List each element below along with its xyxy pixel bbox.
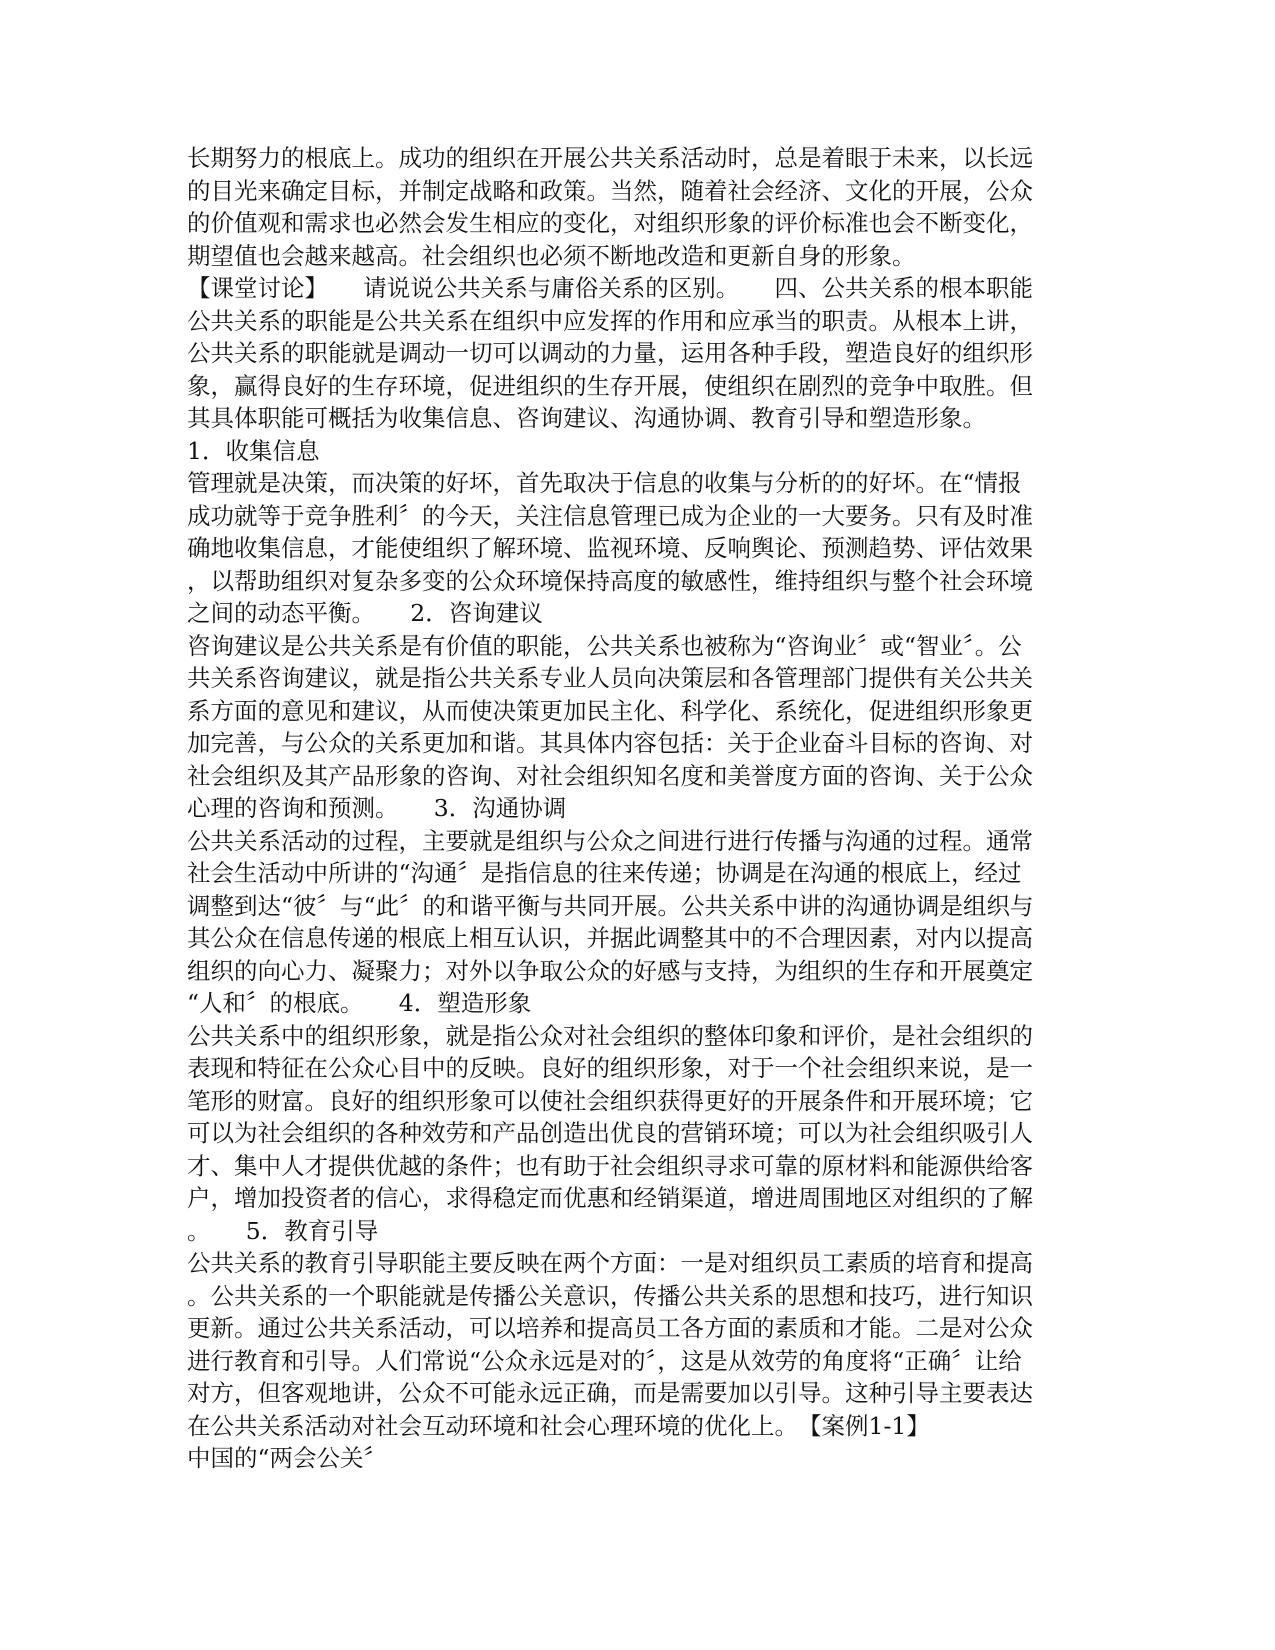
text-line: 社会生活动中所讲的“沟通〞是指信息的往来传递；协调是在沟通的根底上，经过 bbox=[187, 859, 1022, 887]
text-line: 的价值观和需求也必然会发生相应的变化，对组织形象的评价标准也会不断变化， bbox=[187, 209, 1033, 237]
text-line: 加完善，与公众的关系更加和谐。其具体内容包括：关于企业奋斗目标的咨询、对 bbox=[187, 729, 1033, 757]
text-line: 公共关系的职能就是调动一切可以调动的力量，运用各种手段，塑造良好的组织形 bbox=[187, 339, 1033, 367]
text-line: 社会组织及其产品形象的咨询、对社会组织知名度和美誉度方面的咨询、关于公众 bbox=[187, 761, 1033, 790]
text-line: 公共关系的职能是公共关系在组织中应发挥的作用和应承当的职责。从根本上讲， bbox=[187, 306, 1033, 335]
text-line: 。 5．教育引导 bbox=[187, 1216, 379, 1245]
text-line: 中国的“两会公关〞 bbox=[187, 1444, 388, 1472]
text-line: 笔形的财富。良好的组织形象可以使社会组织获得更好的开展条件和开展环境；它 bbox=[187, 1086, 1033, 1115]
text-line: 公共关系活动的过程，主要就是组织与公众之间进行进行传播与沟通的过程。通常 bbox=[187, 826, 1033, 855]
text-line: 长期努力的根底上。成功的组织在开展公共关系活动时，总是着眼于未来，以长远 bbox=[187, 144, 1033, 172]
text-line: 进行教育和引导。人们常说“公众永远是对的〞，这是从效劳的角度将“正确〞让给 bbox=[187, 1346, 1022, 1375]
text-line: 心理的咨询和预测。 3．沟通协调 bbox=[187, 794, 567, 822]
text-line: 期望值也会越来越高。社会组织也必须不断地改造和更新自身的形象。 bbox=[187, 241, 916, 270]
text-line: 更新。通过公共关系活动，可以培养和提高员工各方面的素质和才能。二是对公众 bbox=[187, 1314, 1033, 1342]
text-line: 。公共关系的一个职能就是传播公关意识，传播公共关系的思想和技巧，进行知识 bbox=[187, 1281, 1033, 1310]
text-line: 调整到达“彼〞与“此〞的和谐平衡与共同开展。公共关系中讲的沟通协调是组织与 bbox=[187, 891, 1034, 920]
text-line: 才、集中人才提供优越的条件；也有助于社会组织寻求可靠的原材料和能源供给客 bbox=[187, 1151, 1033, 1180]
text-line: 公共关系中的组织形象，就是指公众对社会组织的整体印象和评价，是社会组织的 bbox=[187, 1021, 1033, 1050]
text-line: 系方面的意见和建议，从而使决策更加民主化、科学化、系统化，促进组织形象更 bbox=[187, 696, 1033, 725]
text-line: “人和〞的根底。 4．塑造形象 bbox=[187, 989, 532, 1017]
text-line: ，以帮助组织对复杂多变的公众环境保持高度的敏感性，维持组织与整个社会环境 bbox=[187, 566, 1033, 595]
text-line: 确地收集信息，才能使组织了解环境、监视环境、反响舆论、预测趋势、评估效果 bbox=[187, 534, 1033, 562]
text-line: 组织的向心力、凝聚力；对外以争取公众的好感与支持，为组织的生存和开展奠定 bbox=[187, 956, 1033, 985]
document-body-text bbox=[187, 142, 1087, 1475]
text-line: 其公众在信息传递的根底上相互认识，并据此调整其中的不合理因素，对内以提高 bbox=[187, 924, 1033, 952]
text-line: 咨询建议是公共关系是有价值的职能，公共关系也被称为“咨询业〞或“智业〞。公 bbox=[187, 631, 1022, 660]
text-line: 公共关系的教育引导职能主要反映在两个方面：一是对组织员工素质的培育和提高 bbox=[187, 1249, 1033, 1277]
text-line: 成功就等于竞争胜利〞的今天，关注信息管理已成为企业的一大要务。只有及时准 bbox=[187, 501, 1033, 530]
text-line: 【课堂讨论】 请说说公共关系与庸俗关系的区别。 四、公共关系的根本职能 bbox=[187, 274, 1033, 302]
text-line: 可以为社会组织的各种效劳和产品创造出优良的营销环境；可以为社会组织吸引人 bbox=[187, 1119, 1033, 1147]
text-line: 户，增加投资者的信心，求得稳定而优惠和经销渠道，增进周围地区对组织的了解 bbox=[187, 1184, 1033, 1212]
text-line: 对方，但客观地讲，公众不可能永远正确，而是需要加以引导。这种引导主要表达 bbox=[187, 1379, 1033, 1407]
text-line: 表现和特征在公众心目中的反映。良好的组织形象，对于一个社会组织来说，是一 bbox=[187, 1054, 1033, 1082]
text-line: 共关系咨询建议，就是指公共关系专业人员向决策层和各管理部门提供有关公共关 bbox=[187, 664, 1033, 692]
text-line: 管理就是决策，而决策的好坏，首先取决于信息的收集与分析的的好坏。在“情报 bbox=[187, 469, 1022, 497]
text-line: 的目光来确定目标，并制定战略和政策。当然，随着社会经济、文化的开展，公众 bbox=[187, 176, 1033, 205]
text-line: 在公共关系活动对社会互动环境和社会心理环境的优化上。 【案例1-1】 bbox=[187, 1411, 930, 1440]
text-line: 其具体职能可概括为收集信息、咨询建议、沟通协调、教育引导和塑造形象。 bbox=[187, 404, 986, 432]
text-line: 象，赢得良好的生存环境，促进组织的生存开展，使组织在剧烈的竞争中取胜。但 bbox=[187, 371, 1033, 400]
text-line: 1．收集信息 bbox=[187, 436, 320, 465]
text-line: 之间的动态平衡。 2．咨询建议 bbox=[187, 599, 543, 627]
